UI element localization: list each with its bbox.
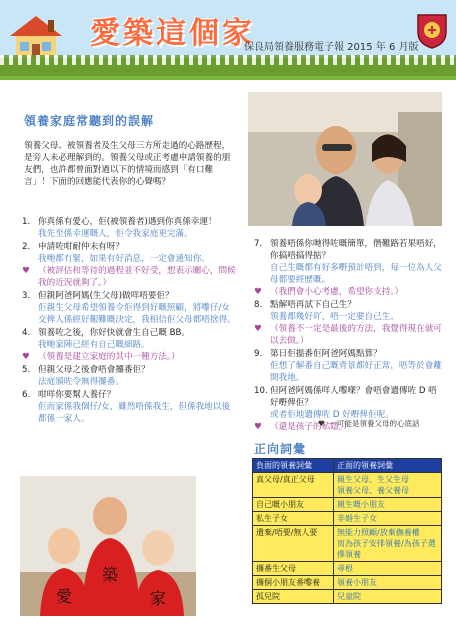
table-row [253,562,442,576]
question-item [22,241,236,289]
table-row [253,512,442,526]
negative-term-cell: 攞番生父母 [253,562,334,576]
answer-text: 我哋家陣已經有自己嘅細路。 [38,340,150,350]
header-fence [0,55,456,65]
question-item [22,216,236,240]
question-line [22,290,236,302]
question-text: 點解唔再試下自己生？ [270,300,356,310]
newsletter-title: 愛築這個家 [90,16,255,51]
heart-note-text: （我們會小心考慮，希望你支持。） [270,287,404,297]
question-text: 你真係有愛心，佢(被領養者)遇到你真係幸運！ [38,217,217,227]
answer-text: 佢親生父母希望領養令佢得到好嘅照顧，將嚟仔/女交俾人係經好艱難嘅決定，我相信佢父母都唔捨得。 [38,303,236,325]
heart-note-text: （領養是建立家庭的其中一種方法。） [38,352,180,362]
family-photo-image [248,92,442,226]
section-title-misconceptions: 領養家庭常聽到的誤解 [24,114,155,128]
question-number: 5. [22,365,31,375]
positive-term-cell: 非婚生子女 [334,512,442,526]
negative-term-cell: 真父母/真正父母 [253,473,334,498]
answer-text: 我哋都冇緊，如果有好消息，一定會通知你。 [38,254,210,264]
negative-term-cell: 私生子女 [253,512,334,526]
svg-text:家: 家 [150,589,167,608]
table-row [253,498,442,512]
heart-icon: ♥ [22,266,30,276]
table-row [253,590,442,604]
header-divider [0,76,456,80]
heart-note-text: （被評估和等待的過程並不好受，想表示關心，問候我的近況就夠了。） [38,266,236,288]
newsletter-subtitle: 保良局領養服務電子報 2015 年 6 月版 [244,42,419,53]
questions-left-list [22,216,236,426]
kids-photo-image [20,476,196,616]
question-item [254,238,442,298]
heart-note [254,323,442,347]
answer-text: 我先至係幸運嘅人，佢令我家庭更完滿。 [38,229,193,239]
heart-note-text: （還是孩子的私隱。） [270,422,352,432]
house-icon [8,14,64,60]
question-number: 1. [22,217,31,227]
question-item [254,348,442,384]
svg-text:愛: 愛 [56,587,73,606]
kids-photo [20,476,196,616]
answer-text: 佢而家係我個仔/女，雖然唔係我生，但係我地以後都係一家人。 [38,402,230,424]
question-line [254,348,442,360]
question-number: 9. [254,349,263,359]
question-item [22,290,236,326]
question-number: 4. [22,328,31,338]
table-row [253,473,442,498]
answer-text: 法庭頒咗令無得攞番。 [38,377,124,387]
question-number: 6. [22,390,31,400]
table-header-row [253,459,442,473]
question-line [254,385,442,409]
question-text: 領養咗之後，你好快就會生自己嘅 BB。 [38,328,191,338]
question-number: 2. [22,242,31,252]
question-text: 但親父母之後會唔會攞番佢？ [38,365,150,375]
positive-term-cell: 領養小朋友 [334,576,442,590]
answer-text: 領養都幾好吖，唔一定要自己生。 [270,312,399,322]
header-banner [0,0,456,76]
question-line [22,241,236,253]
question-item [22,327,236,363]
heart-legend-note: ♥ － 可能是領養父母的心底話 [318,419,420,428]
heart-note [22,351,236,363]
positive-vocabulary-table [252,458,442,604]
table-row [253,526,442,562]
intro-paragraph: 領養父母、被領養者及生父母三方所走過的心路歷程，是旁人未必理解到的。領養父母或正考慮申請領養的朋友們，也許都曾面對過以下的情境而感到「有口難言」！下面的回應能代表你的心聲嗎？ [24,141,231,187]
question-line [22,216,236,228]
positive-term-cell: 尋根 [334,562,442,576]
question-line [254,238,442,262]
heart-note-text: （領養不一定是最後的方法，我覺得現在就可以去做。） [270,324,442,346]
heart-icon: ♥ [254,287,262,297]
question-number: 8. [254,300,263,310]
question-number: 7. [254,239,263,249]
question-item [22,389,236,425]
answer-text: 自己生嘅都有好多嘢預計唔到，每一位為人父母都要經歷嘅。 [270,263,442,285]
question-number: 3. [22,291,31,301]
heart-icon: ♥ [254,324,262,334]
question-text: 咁咩你要幫人養仔？ [38,390,116,400]
table-header-positive: 正面的領養詞彙 [334,459,442,473]
negative-term-cell: 遺棄/唔要/無人要 [253,526,334,562]
positive-term-cell: 親生父母、生父生母 領養父母、養父養母 [334,473,442,498]
positive-term-cell: 兒童院 [334,590,442,604]
question-text: 第日佢搵番佢阿爸阿媽點算？ [270,349,382,359]
answer-text: 或者佢地遺傳咗 D 好嘢俾佢呢。 [270,410,394,420]
question-number: 10. [254,386,268,396]
family-photo [248,92,442,226]
heart-note [254,286,442,298]
heart-icon: ♥ [254,422,262,432]
heart-note [22,265,236,289]
svg-text:築: 築 [102,565,119,584]
question-text: 但阿爸阿媽係咩人嚟㗎？會唔會遺傳咗 D 唔好嘢俾佢？ [270,386,437,408]
question-item [254,299,442,347]
question-item [22,364,236,388]
negative-term-cell: 自己嘅小朋友 [253,498,334,512]
question-text: 領養唔係你哋得咗嘅簡單，僭難路若果唔好，你搞唔搞得掂？ [270,239,442,261]
question-line [254,299,442,311]
table-header-negative: 負面的領養詞彙 [253,459,334,473]
positive-term-cell: 親生嘅小朋友 [334,498,442,512]
heart-icon: ♥ [22,352,30,362]
question-line [22,389,236,401]
question-line [22,364,236,376]
question-line [22,327,236,339]
negative-term-cell: 攞個小朋友番嚟養 [253,576,334,590]
positive-term-cell: 無能力照顧/放棄撫養權 而為孩子安排領養/為孩子選擇領養 [334,526,442,562]
negative-term-cell: 孤兒院 [253,590,334,604]
questions-right-list [254,238,442,434]
section-title-positive-vocab: 正向詞彙 [254,442,307,456]
question-text: 申請咗咁耐仲未有呀？ [38,242,124,252]
question-text: 但親阿爸阿媽(生父母)做咩唔要佢？ [38,291,174,301]
po-leung-kuk-seal-icon [414,12,450,50]
table-row [253,576,442,590]
answer-text: 佢想了解番自己嘅背景都好正常，唔等於會離開我地。 [270,361,442,383]
